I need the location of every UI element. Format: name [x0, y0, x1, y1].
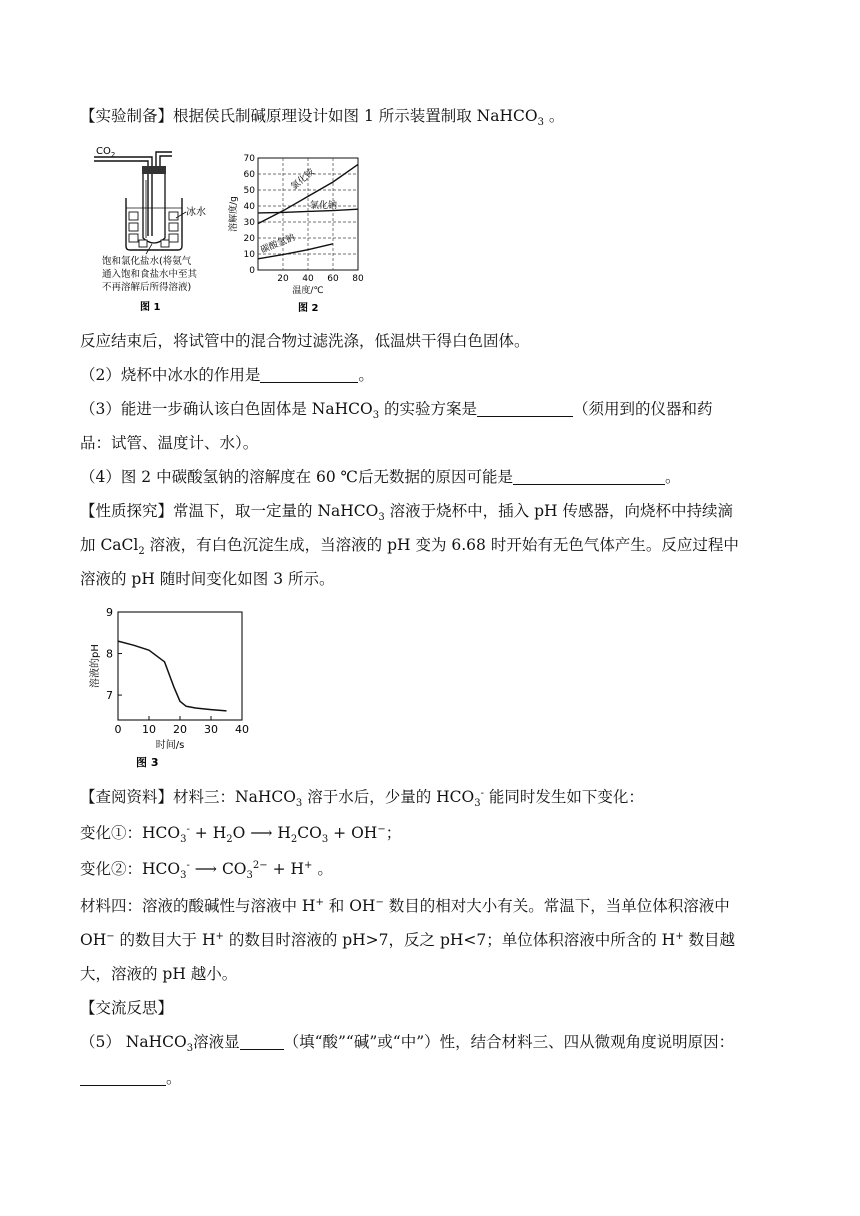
after-figure-text: 反应结束后，将试管中的混合物过滤洗涤，低温烘干得白色固体。 — [80, 332, 530, 350]
material-4-line-1: 材料四：溶液的酸碱性与溶液中 H+ 和 OH− 数目的相对大小有关。常温下，当单位体积溶液中 — [80, 896, 730, 915]
answer-blank-q3[interactable] — [477, 400, 573, 417]
material-4-line-2: OH− 的数目大于 H+ 的数目时溶液的 pH>7，反之 pH<7；单位体积溶液中所含的 H+ 数目越 — [80, 930, 736, 949]
y-axis-label: 溶解度/g — [229, 196, 239, 232]
answer-blank-q4[interactable] — [513, 468, 665, 485]
section-label-reflect: 【交流反思】 — [80, 999, 174, 1017]
x-tick-label: 30 — [204, 723, 218, 736]
y-tick-label: 9 — [106, 606, 113, 619]
question-5-line-2: 。 — [80, 1067, 182, 1089]
x-tick-label: 20 — [173, 723, 187, 736]
co2-label: $CO_2$ — [96, 146, 116, 159]
section-label-property: 【性质探究】 — [80, 502, 174, 520]
ice-water-label: 冰水 — [186, 207, 206, 218]
ph-series-line — [118, 641, 227, 711]
question-3-line-2: 品：试管、温度计、水）。 — [80, 434, 259, 452]
question-5: （5） NaHCO$_3$溶液显 （填“酸”“碱”或“中”）性，结合材料三、四从微观角度说明原因： — [80, 1033, 735, 1055]
solubility-chart-svg — [226, 150, 371, 318]
y-tick-label: 60 — [243, 170, 255, 180]
curve-label-2: 氯化钠 — [310, 201, 338, 211]
y-tick-label: 50 — [243, 186, 255, 196]
answer-blank-q2[interactable] — [260, 366, 358, 383]
change-2-equation: 变化②：$HCO_3^-$ ⟶ $CO_3^{2-} + H^+$ 。 — [80, 859, 333, 882]
property-line-1: 【性质探究】常温下，取一定量的 NaHCO$_3$ 溶液于烧杯中，插入 pH 传感器，向烧杯中持续滴 — [80, 502, 733, 524]
y-tick-label: 10 — [243, 250, 255, 260]
material-4-line-3: 大，溶液的 pH 越小。 — [80, 965, 238, 983]
brine-caption-2: 通入饱和食盐水中至其 — [102, 269, 198, 280]
property-line-3: 溶液的 pH 随时间变化如图 3 所示。 — [80, 570, 335, 588]
y-tick-label: 0 — [249, 266, 255, 276]
reference-material-3: 【查阅资料】材料三：NaHCO$_3$ 溶于水后，少量的 $HCO_3^-$ 能同时发生如下变化： — [80, 787, 644, 810]
plot-frame — [118, 612, 242, 720]
prep-line: 【实验制备】根据侯氏制碱原理设计如图 1 所示装置制取 NaHCO$_3$ 。 — [80, 107, 565, 129]
answer-blank-q5-a[interactable] — [240, 1033, 284, 1050]
change-1-equation: 变化①：$HCO_3^- + H_2O$ ⟶ $H_2CO_3 + OH^-$； — [80, 823, 402, 846]
x-tick-label: 60 — [327, 274, 339, 284]
figure-2-solubility-chart — [226, 150, 371, 318]
property-line-2: 加 CaCl$_2$ 溶液，有白色沉淀生成，当溶液的 pH 变为 6.68 时开始有无色气体产生。反应过程中 — [80, 536, 739, 558]
x-tick-label: 80 — [352, 274, 364, 284]
ph-chart-svg — [84, 604, 256, 774]
brine-caption-3: 不再溶解后所得溶液) — [102, 282, 192, 293]
x-tick-label: 40 — [235, 723, 249, 736]
curve-label-1: 氯化铵 — [289, 167, 317, 193]
y-tick-label: 8 — [106, 647, 113, 661]
brine-caption-1: 饱和氯化盐水(将氨气 — [102, 256, 192, 267]
x-axis-label: 温度/℃ — [292, 286, 324, 296]
y-tick-label: 30 — [243, 218, 255, 228]
figure-3-ph-chart — [84, 604, 256, 774]
figure-3-label: 图 3 — [136, 756, 159, 769]
x-tick-label: 10 — [142, 723, 156, 736]
question-3: （3）能进一步确认该白色固体是 NaHCO$_3$ 的实验方案是 （须用到的仪器和药 — [80, 400, 713, 422]
figure-1-label: 图 1 — [140, 302, 161, 313]
section-label-prep: 【实验制备】 — [80, 107, 174, 125]
y-axis-label: 溶液的pH — [90, 644, 101, 688]
x-tick-label: 40 — [302, 274, 314, 284]
x-tick-label: 20 — [277, 274, 289, 284]
curve-label-3: 碳酸氢钠 — [259, 233, 297, 256]
y-tick-label: 20 — [243, 234, 255, 244]
section-label-reference: 【查阅资料】 — [80, 788, 174, 806]
figure-2-label: 图 2 — [298, 303, 319, 314]
answer-blank-q5-b[interactable] — [80, 1069, 166, 1086]
x-axis-label: 时间/s — [155, 740, 185, 751]
y-tick-label: 7 — [106, 689, 113, 703]
question-2: （2）烧杯中冰水的作用是 。 — [80, 366, 374, 384]
y-tick-label: 70 — [243, 154, 255, 164]
question-4: （4）图 2 中碳酸氢钠的溶解度在 60 ℃后无数据的原因可能是 。 — [80, 468, 681, 486]
x-tick-label: 0 — [114, 723, 122, 736]
y-tick-label: 40 — [243, 202, 255, 212]
